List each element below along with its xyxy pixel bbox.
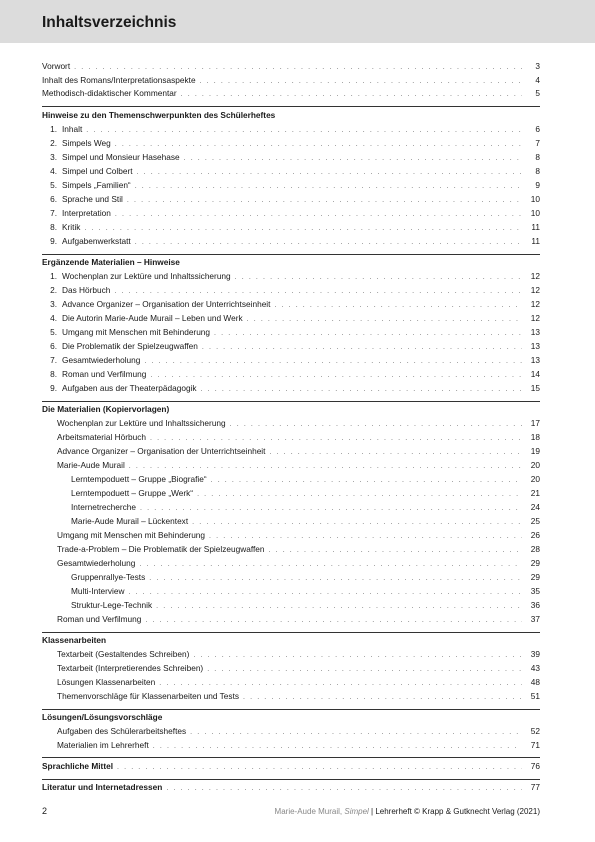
toc-entry-number: 1. (50, 271, 57, 281)
toc-entry-label: Lösungen Klassenarbeiten (57, 677, 156, 687)
toc-entry-number: 4. (50, 166, 57, 176)
toc-entry-label: Marie-Aude Murail (57, 460, 125, 470)
footer-credit (275, 807, 540, 816)
dot-leader (184, 152, 522, 166)
header-band (0, 0, 595, 43)
toc-entry[interactable] (42, 368, 540, 382)
toc-entry-literatur-internet[interactable] (42, 781, 540, 795)
toc-entry-label: Kritik (62, 222, 81, 232)
dot-leader (156, 600, 522, 614)
dot-leader (197, 488, 522, 502)
footer-book-title: Simpel (344, 807, 369, 816)
dot-leader (202, 341, 522, 355)
dot-leader (159, 677, 522, 691)
toc-entry-page: 36 (530, 600, 540, 610)
toc-entry-page: 25 (530, 516, 540, 526)
toc-entry-number: 6. (50, 341, 57, 351)
dot-leader (214, 327, 522, 341)
section-heading-loesungen[interactable]: Lösungen/Lösungsvorschläge (42, 712, 163, 722)
toc-entry-page: 37 (530, 614, 540, 624)
toc-entry-label: Advance Organizer – Organisation der Unterrichtseinheit (62, 299, 271, 309)
dot-leader (243, 691, 522, 705)
toc-entry-page: 17 (530, 418, 540, 428)
toc-entry[interactable] (42, 284, 540, 298)
toc-entry-label: Marie-Aude Murail – Lückentext (71, 516, 189, 526)
toc-entry-page: 76 (530, 761, 540, 771)
toc-entry-label: Internetrecherche (71, 502, 137, 512)
toc-entry-page: 7 (535, 138, 540, 148)
toc-entry-inhalt-romans[interactable] (42, 74, 540, 88)
toc-entry-label: Vorwort (42, 61, 71, 71)
toc-entry-number: 9. (50, 383, 57, 393)
toc-entry-label: Aufgaben des Schülerarbeitsheftes (57, 726, 187, 736)
toc-entry-number: 4. (50, 313, 57, 323)
toc-entry-label: Umgang mit Menschen mit Behinderung (57, 530, 206, 540)
toc-entry[interactable] (57, 445, 540, 459)
toc-entry-page: 28 (530, 544, 540, 554)
toc-entry-page: 15 (530, 383, 540, 393)
toc-entry-vorwort[interactable] (42, 60, 540, 74)
toc-entry[interactable] (57, 676, 540, 690)
toc-entry[interactable] (42, 165, 540, 179)
toc-entry[interactable] (57, 543, 540, 557)
toc-entry-label: Die Autorin Marie-Aude Murail – Leben und Werk (62, 313, 243, 323)
dot-leader (150, 369, 522, 383)
toc-entry-page: 12 (530, 299, 540, 309)
dot-leader (135, 180, 522, 194)
toc-entry[interactable] (71, 473, 540, 487)
section-heading-themenschwerpunkte[interactable]: Hinweise zu den Themenschwerpunkten des Schülerheftes (42, 110, 276, 120)
toc-entry[interactable] (71, 599, 540, 613)
dot-leader (269, 544, 522, 558)
dot-leader (149, 572, 522, 586)
toc-entry[interactable] (42, 270, 540, 284)
toc-entry-page: 12 (530, 313, 540, 323)
toc-entry-page: 12 (530, 271, 540, 281)
dot-leader (140, 502, 522, 516)
section-heading-ergaenzende-materialien[interactable]: Ergänzende Materialien – Hinweise (42, 257, 180, 267)
toc-entry-page: 6 (535, 124, 540, 134)
toc-entry-page: 13 (530, 355, 540, 365)
toc-entry-label: Aufgaben aus der Theaterpädagogik (62, 383, 197, 393)
toc-entry[interactable] (42, 235, 540, 249)
toc-entry[interactable] (57, 431, 540, 445)
toc-entry-number: 9. (50, 236, 57, 246)
toc-entry-label: Gesamtwiederholung (62, 355, 141, 365)
toc-entry-label: Lerntempoduett – Gruppe „Werk“ (71, 488, 194, 498)
toc-entry-number: 7. (50, 208, 57, 218)
toc-entry-page: 26 (530, 530, 540, 540)
toc-entry[interactable] (42, 151, 540, 165)
toc-entry[interactable] (42, 179, 540, 193)
dot-leader (193, 649, 522, 663)
toc-entry-page: 24 (530, 502, 540, 512)
footer-publisher: | Lehrerheft © Krapp & Gutknecht Verlag (2021) (368, 807, 540, 816)
dot-leader (115, 138, 522, 152)
toc-entry-label: Simpels Weg (62, 138, 111, 148)
toc-entry[interactable] (42, 123, 540, 137)
toc-entry[interactable] (42, 298, 540, 312)
dot-leader (86, 124, 522, 138)
toc-entry-label: Sprache und Stil (62, 194, 123, 204)
section-heading-literatur: Literatur und Internetadressen (42, 782, 163, 792)
toc-entry-label: Simpel und Colbert (62, 166, 133, 176)
toc-entry-number: 2. (50, 285, 57, 295)
dot-leader (127, 194, 522, 208)
section-divider (42, 401, 540, 402)
toc-entry-number: 3. (50, 299, 57, 309)
section-divider (42, 254, 540, 255)
toc-entry[interactable] (71, 501, 540, 515)
toc-entry-page: 14 (530, 369, 540, 379)
dot-leader (145, 614, 522, 628)
toc-entry-kommentar[interactable] (42, 87, 540, 101)
section-heading-klassenarbeiten[interactable]: Klassenarbeiten (42, 635, 107, 645)
toc-entry-label: Multi-Interview (71, 586, 125, 596)
toc-entry[interactable] (57, 690, 540, 704)
toc-entry-label: Wochenplan zur Lektüre und Inhaltssicherung (57, 418, 226, 428)
toc-entry[interactable] (42, 137, 540, 151)
toc-entry-page: 21 (530, 488, 540, 498)
toc-entry-page: 4 (535, 74, 540, 85)
toc-entry-label: Gruppenrallye-Tests (71, 572, 146, 582)
section-divider (42, 106, 540, 107)
toc-entry[interactable] (57, 459, 540, 473)
dot-leader (201, 383, 522, 397)
toc-entry-number: 3. (50, 152, 57, 162)
toc-entry-page: 77 (530, 782, 540, 792)
toc-entry[interactable] (57, 662, 540, 676)
dot-leader (153, 740, 522, 754)
toc-entry-page: 8 (535, 166, 540, 176)
toc-entry-page: 13 (530, 341, 540, 351)
dot-leader (192, 516, 522, 530)
section-divider (42, 757, 540, 758)
toc-entry-page: 3 (535, 61, 540, 71)
toc-entry-label: Die Problematik der Spielzeugwaffen (62, 341, 198, 351)
toc-entry-page: 35 (530, 586, 540, 596)
toc-entry[interactable] (57, 739, 540, 753)
dot-leader (269, 446, 522, 460)
toc-entry-number: 5. (50, 327, 57, 337)
toc-entry[interactable] (42, 382, 540, 396)
toc-entry[interactable] (42, 221, 540, 235)
toc-entry-label: Simpel und Monsieur Hasehase (62, 152, 180, 162)
toc-entry-label: Trade-a-Problem – Die Problematik der Spielzeugwaffen (57, 544, 265, 554)
dot-leader (166, 782, 522, 796)
dot-leader (135, 236, 522, 250)
toc-entry[interactable] (57, 557, 540, 571)
toc-entry-label: Interpretation (62, 208, 111, 218)
toc-entry[interactable] (71, 515, 540, 529)
toc-entry-page: 43 (530, 663, 540, 673)
toc-entry-label: Advance Organizer – Organisation der Unterrichtseinheit (57, 446, 266, 456)
toc-entry[interactable] (71, 571, 540, 585)
toc-entry-label: Gesamtwiederholung (57, 558, 136, 568)
toc-entry-label: Roman und Verfilmung (62, 369, 147, 379)
toc-entry-number: 6. (50, 194, 57, 204)
toc-entry[interactable] (57, 648, 540, 662)
dot-leader (274, 299, 522, 313)
toc-entry-page: 13 (530, 327, 540, 337)
toc-entry-label: Themenvorschläge für Klassenarbeiten und Tests (57, 691, 240, 701)
page-number: 2 (42, 806, 48, 816)
toc-entry-number: 8. (50, 222, 57, 232)
toc-entry[interactable] (57, 613, 540, 627)
toc-entry-label: Textarbeit (Interpretierendes Schreiben) (57, 663, 204, 673)
toc-entry[interactable] (42, 354, 540, 368)
toc-entry-page: 10 (530, 208, 540, 218)
dot-leader (247, 313, 522, 327)
toc-entry-label: Umgang mit Menschen mit Behinderung (62, 327, 211, 337)
toc-entry-label: Lerntempoduett – Gruppe „Biografie“ (71, 474, 207, 484)
dot-leader (114, 285, 522, 299)
dot-leader (230, 418, 522, 432)
toc-entry-label: Inhalt (62, 124, 83, 134)
toc-entry-page: 48 (530, 677, 540, 687)
dot-leader (209, 530, 522, 544)
section-heading-materialien[interactable]: Die Materialien (Kopiervorlagen) (42, 404, 170, 414)
toc-entry[interactable] (42, 326, 540, 340)
toc-entry[interactable] (42, 312, 540, 326)
toc-entry-label: Aufgabenwerkstatt (62, 236, 131, 246)
section-divider (42, 709, 540, 710)
toc-entry-label: Simpels „Familien“ (62, 180, 131, 190)
toc-entry[interactable] (57, 417, 540, 431)
dot-leader (128, 586, 522, 600)
toc-entry-page: 71 (530, 740, 540, 750)
page-title: Inhaltsverzeichnis (42, 14, 177, 31)
toc-entry[interactable] (42, 340, 540, 354)
toc-entry-number: 8. (50, 369, 57, 379)
dot-leader (144, 355, 522, 369)
toc-entry-number: 1. (50, 124, 57, 134)
dot-leader (190, 726, 522, 740)
toc-entry-number: 2. (50, 138, 57, 148)
toc-entry-page: 51 (530, 691, 540, 701)
dot-leader (129, 460, 522, 474)
dot-leader (139, 558, 522, 572)
section-heading-sprachliche-mittel: Sprachliche Mittel (42, 761, 114, 771)
toc-entry-page: 20 (530, 474, 540, 484)
dot-leader (211, 474, 522, 488)
toc-entry-label: Struktur-Lege-Technik (71, 600, 153, 610)
toc-entry-page: 52 (530, 726, 540, 736)
dot-leader (137, 166, 522, 180)
toc-entry-page: 29 (530, 572, 540, 582)
toc-entry-number: 5. (50, 180, 57, 190)
toc-entry-page: 8 (535, 152, 540, 162)
dot-leader (150, 432, 522, 446)
section-divider (42, 632, 540, 633)
dot-leader (115, 208, 522, 222)
toc-entry[interactable] (71, 585, 540, 599)
toc-entry-page: 19 (530, 446, 540, 456)
toc-entry-number: 7. (50, 355, 57, 365)
toc-entry-page: 11 (531, 236, 540, 246)
toc-entry-page: 12 (530, 285, 540, 295)
toc-entry[interactable] (57, 529, 540, 543)
toc-entry-label: Materialien im Lehrerheft (57, 740, 149, 750)
toc-entry-page: 10 (530, 194, 540, 204)
toc-entry-label: Das Hörbuch (62, 285, 111, 295)
dot-leader (235, 271, 522, 285)
toc-entry[interactable] (42, 207, 540, 221)
toc-entry-label: Arbeitsmaterial Hörbuch (57, 432, 146, 442)
dot-leader (181, 88, 522, 102)
toc-entry-page: 18 (530, 432, 540, 442)
toc-entry-label: Inhalt des Romans/Interpretationsaspekte (42, 74, 196, 85)
footer-author: Marie-Aude Murail, (274, 807, 345, 816)
toc-entry-label: Wochenplan zur Lektüre und Inhaltssicherung (62, 271, 231, 281)
toc-entry[interactable] (42, 193, 540, 207)
dot-leader (84, 222, 522, 236)
toc-entry-page: 29 (530, 558, 540, 568)
toc-entry-page: 39 (530, 649, 540, 659)
toc-entry-page: 9 (535, 180, 540, 190)
toc-entry-page: 20 (530, 460, 540, 470)
toc-entry-label: Methodisch-didaktischer Kommentar (42, 88, 177, 98)
toc-entry[interactable] (57, 725, 540, 739)
dot-leader (207, 663, 522, 677)
toc-entry-page: 11 (531, 222, 540, 232)
toc-entry-label: Textarbeit (Gestaltendes Schreiben) (57, 649, 190, 659)
toc-entry[interactable] (71, 487, 540, 501)
toc-entry-page: 5 (535, 88, 540, 98)
toc-entry-label: Roman und Verfilmung (57, 614, 142, 624)
